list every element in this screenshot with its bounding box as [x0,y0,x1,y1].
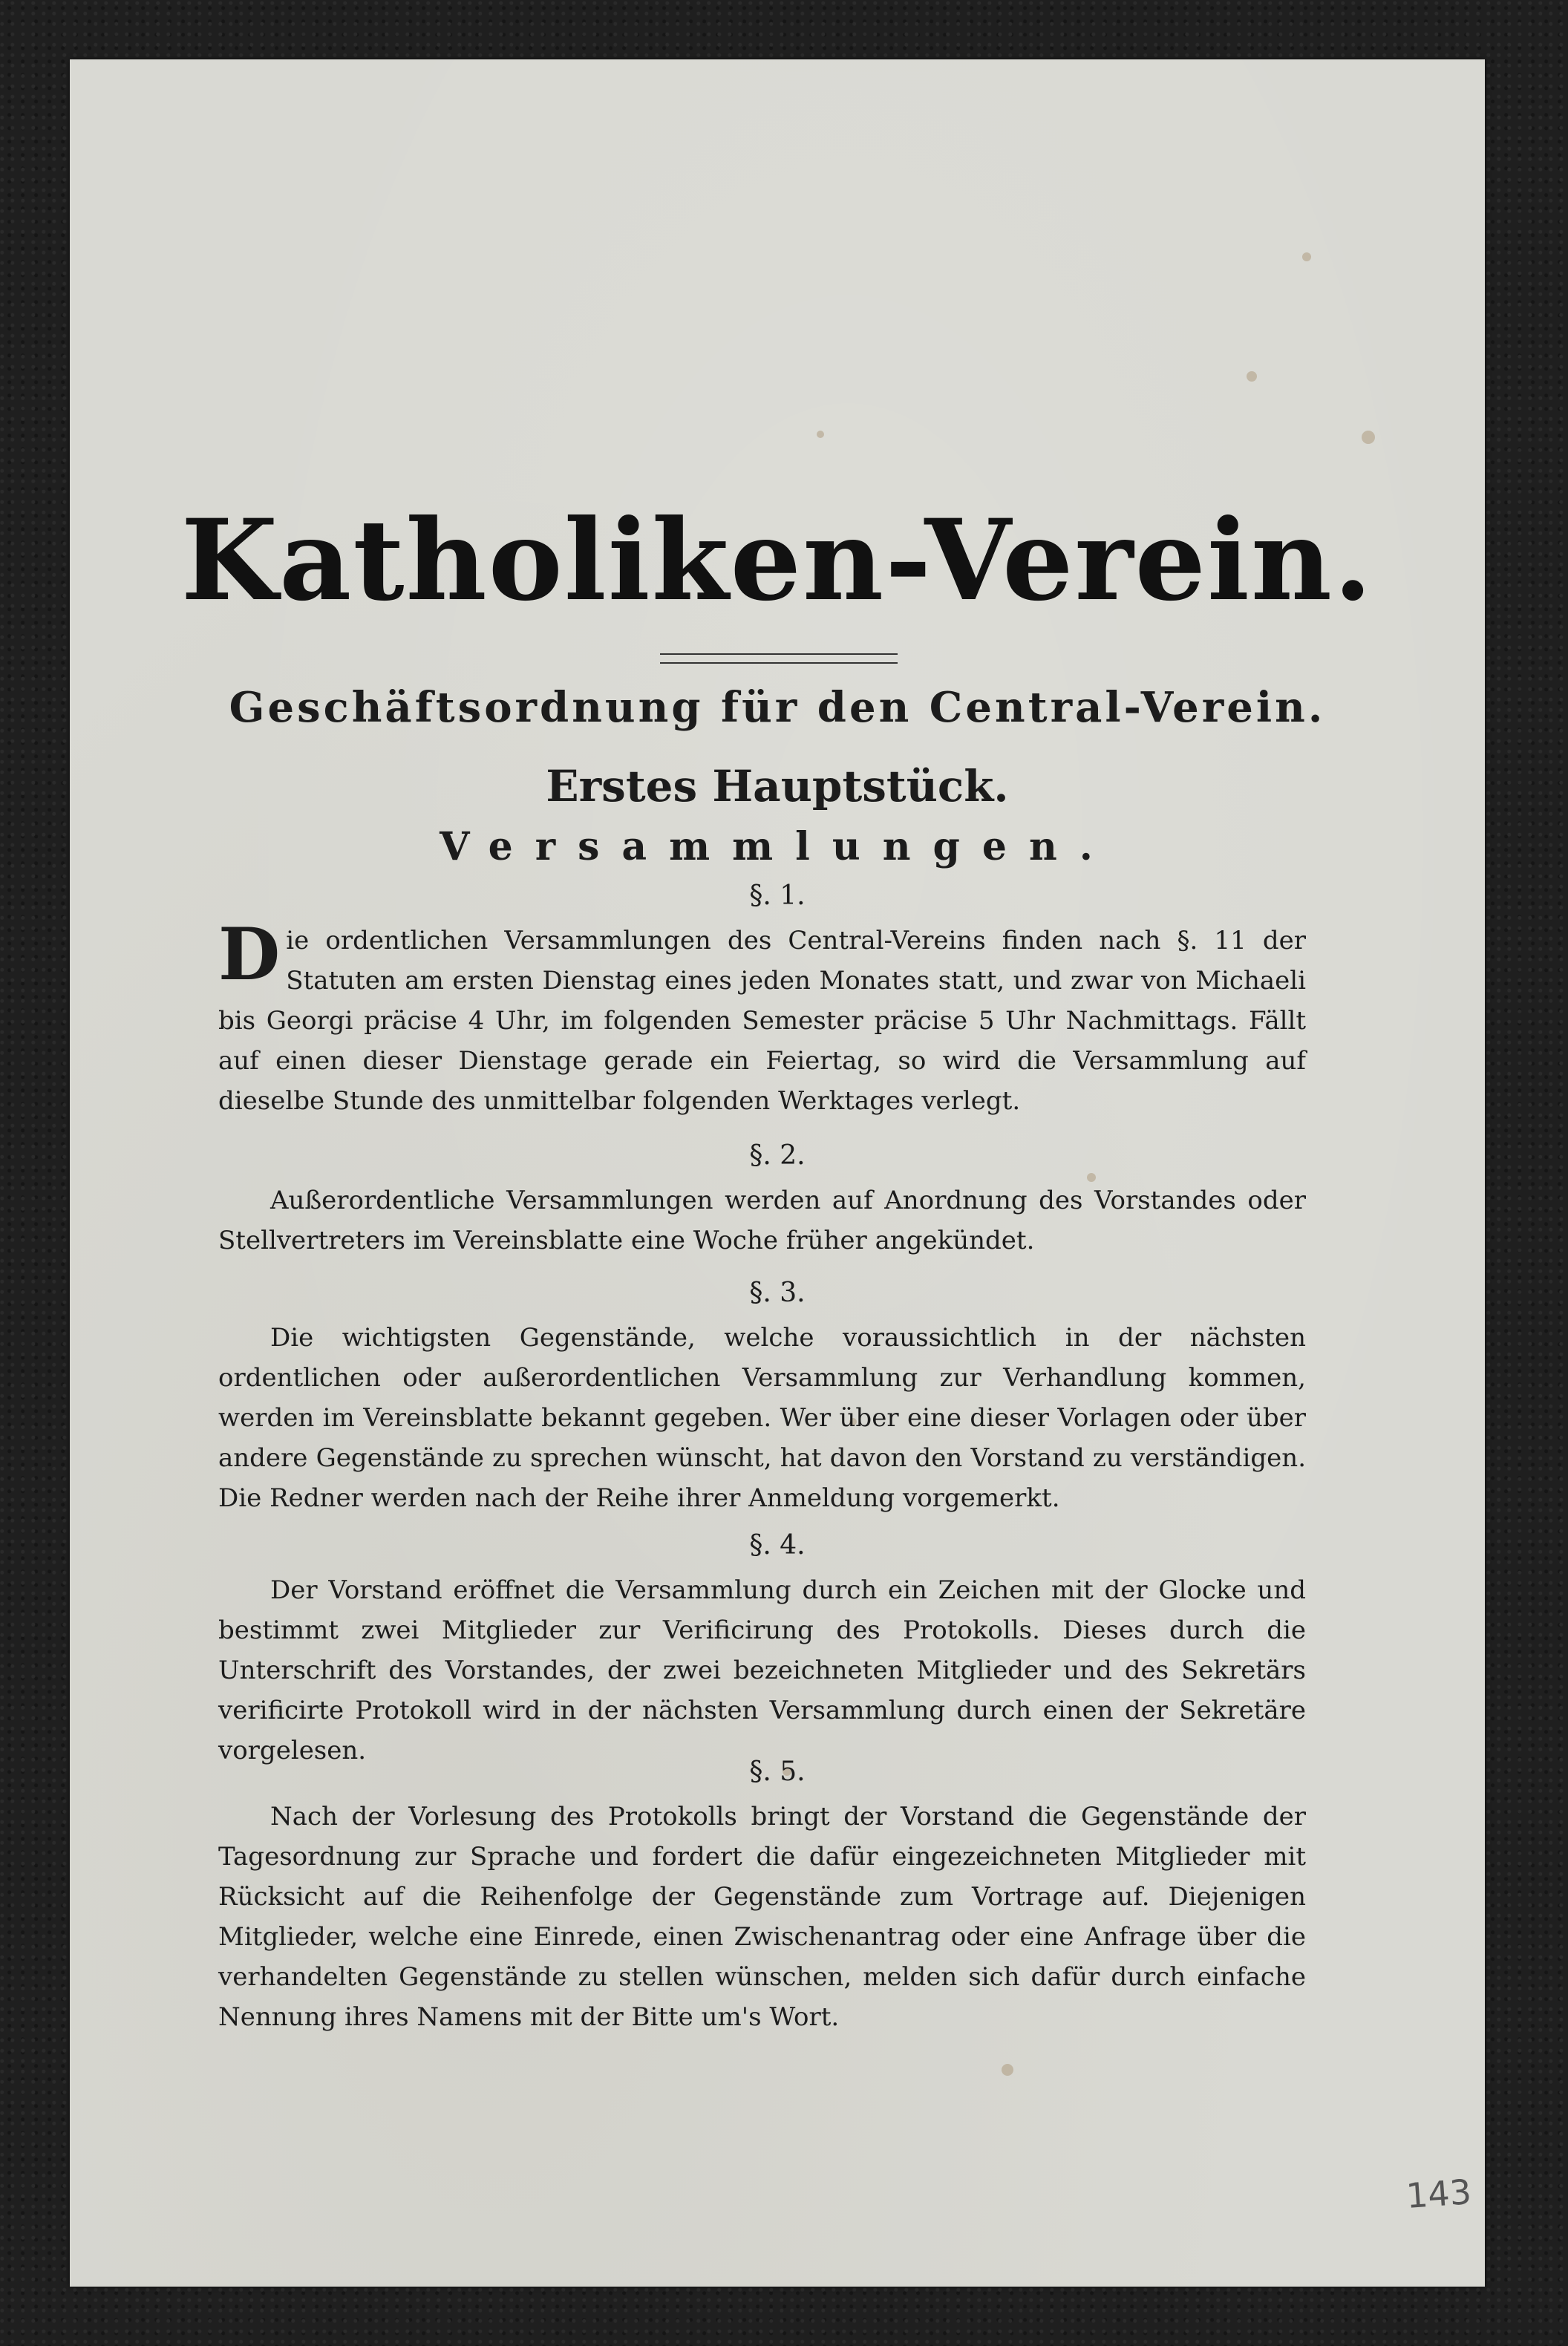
paragraph-number: §. 5. [749,1757,806,1787]
paragraph-text: Der Vorstand eröffnet die Versammlung durch ein Zeichen mit der Glocke und bestimmt zwei Mitglieder zur Verificirung des Protokolls. Dieses durch die Unterschrift des Vorstandes, der zwei bezeichneten Mitglieder und des Sekretärs verificirte Protokoll wird in der nächsten Versammlung durch einen der Sekretäre vorgelesen. [218,1575,1306,1765]
paragraph-number: §. 2. [749,1140,806,1171]
paragraph-number: §. 3. [749,1278,806,1308]
document-title: Katholiken-Verein. [180,495,1374,626]
pencil-folio-number: 143 [1405,2172,1473,2216]
chapter-heading: Erstes Hauptstück. [546,761,1009,811]
paragraph-text: Die wichtigsten Gegenstände, welche voraussichtlich in der nächsten ordentlichen oder außerordentlichen Versammlung zur Verhandlung kommen, werden im Vereinsblatte bekannt gegeben. Wer über eine dieser Vorlagen oder über andere Gegenstände zu sprechen wünscht, hat davon den Vorstand zu verständigen. Die Redner werden nach der Reihe ihrer Anmeldung vorgemerkt. [218,1323,1306,1513]
paragraph-text: Außerordentliche Versammlungen werden auf Anordnung des Vorstandes oder Stellvertreters im Vereinsblatte eine Woche früher angekündet. [218,1186,1306,1255]
document-content [70,59,1485,2287]
paragraph-number: §. 1. [749,880,806,911]
paragraph-text [218,912,1306,1121]
drop-cap: D [218,912,281,996]
title-rule [660,653,898,664]
document-subtitle: Geschäftsordnung für den Central-Verein. [229,683,1326,732]
document-page [70,59,1485,2287]
paragraph-body: ie ordentlichen Versammlungen des Central-Vereins finden nach §. 11 der Statuten am ersten Dienstag eines jeden Monates statt, und zwar von Michaeli bis Georgi präcise 4 Uhr, im folgenden Semester präcise 5 Uhr Nachmittags. Fällt auf einen dieser Dienstage gerade ein Feiertag, so wird die Versammlung auf dieselbe Stunde des unmittelbar folgenden Werktages verlegt. [218,926,1306,1116]
section-heading: Versammlungen. [440,824,1115,869]
paragraph-text: Nach der Vorlesung des Protokolls bringt der Vorstand die Gegenstände der Tagesordnung zur Sprache und fordert die dafür eingezeichneten Mitglieder mit Rücksicht auf die Reihenfolge der Gegenstände zum Vortrage auf. Diejenigen Mitglieder, welche eine Einrede, einen Zwischenantrag oder eine Anfrage über die verhandelten Gegenstände zu stellen wünschen, melden sich dafür durch einfache Nennung ihres Namens mit der Bitte um's Wort. [218,1802,1306,2032]
paragraph-number: §. 4. [749,1530,806,1561]
